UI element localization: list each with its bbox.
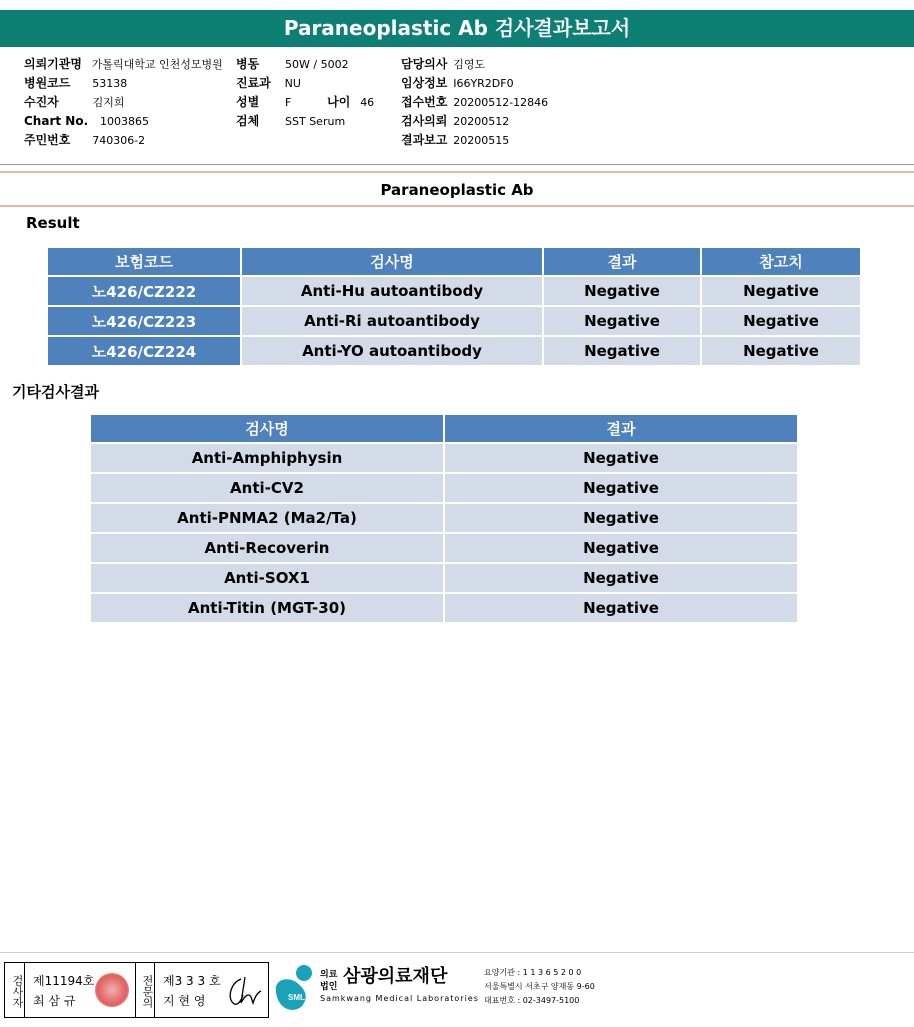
age-label: 나이 xyxy=(327,95,351,109)
table-row xyxy=(91,534,797,562)
test-result: Negative xyxy=(445,564,797,592)
reference-value: Negative xyxy=(702,277,860,305)
table-row xyxy=(48,337,860,365)
org-name: 삼광의료재단 xyxy=(343,966,448,987)
doctor-value: 김영도 xyxy=(453,58,486,71)
patient-label: 수진자 xyxy=(24,95,59,109)
divider xyxy=(0,164,914,165)
result-heading: Result xyxy=(26,214,80,232)
info-col-2 xyxy=(236,55,374,131)
specimen-label: 검체 xyxy=(236,114,260,128)
request-value: 20200512 xyxy=(453,115,510,128)
report-date-value: 20200515 xyxy=(453,134,510,147)
official-seal xyxy=(95,973,129,1007)
table-row xyxy=(91,564,797,592)
chart-label: Chart No. xyxy=(24,114,89,128)
test-name: Anti-PNMA2 (Ma2/Ta) xyxy=(91,504,443,532)
request-label: 검사의뢰 xyxy=(401,114,448,128)
test-name: Anti-Titin (MGT-30) xyxy=(91,594,443,622)
receipt-label: 접수번호 xyxy=(401,95,448,109)
sex-value: F xyxy=(285,96,292,109)
test-result: Negative xyxy=(445,504,797,532)
accent-divider xyxy=(0,205,914,207)
chart-value: 1003865 xyxy=(99,115,149,128)
signature-box xyxy=(4,962,269,1018)
org-prefix-top: 의료 xyxy=(320,970,338,980)
column-header: 결과 xyxy=(445,415,797,442)
test-result: Negative xyxy=(544,337,700,365)
table-row xyxy=(91,594,797,622)
sex-label: 성별 xyxy=(236,95,260,109)
clinical-value: I66YR2DF0 xyxy=(453,77,514,90)
other-results-heading: 기타검사결과 xyxy=(12,383,99,401)
insurance-code: 노426/CZ223 xyxy=(48,307,240,335)
test-result: Negative xyxy=(544,307,700,335)
reference-value: Negative xyxy=(702,307,860,335)
resident-value: 740306-2 xyxy=(92,134,146,147)
column-header: 결과 xyxy=(544,248,700,275)
dept-value: NU xyxy=(284,77,301,90)
column-header: 검사명 xyxy=(91,415,443,442)
hospital-code-value: 53138 xyxy=(92,77,128,90)
hospital-code-label: 병원코드 xyxy=(24,76,71,90)
other-results-table xyxy=(89,413,799,624)
insurance-code: 노426/CZ222 xyxy=(48,277,240,305)
table-row xyxy=(48,307,860,335)
test-name: Anti-Recoverin xyxy=(91,534,443,562)
receipt-value: 20200512-12846 xyxy=(453,96,549,109)
sml-logo-icon xyxy=(270,962,316,1014)
test-name: Anti-YO autoantibody xyxy=(242,337,542,365)
table-row xyxy=(48,277,860,305)
signature-mark xyxy=(223,973,263,1009)
test-result: Negative xyxy=(445,534,797,562)
column-header: 보험코드 xyxy=(48,248,240,275)
test-name: Anti-Amphiphysin xyxy=(91,444,443,472)
table-row xyxy=(91,444,797,472)
inspector-license: 제11194호 xyxy=(33,974,95,988)
ward-value: 50W / 5002 xyxy=(285,58,349,71)
footer-divider xyxy=(0,952,914,953)
ward-label: 병동 xyxy=(236,57,260,71)
doctor-label: 담당의사 xyxy=(401,57,448,71)
reference-value: Negative xyxy=(702,337,860,365)
logo-text: SML xyxy=(288,993,305,1002)
info-col-1 xyxy=(24,55,223,150)
report-title: Paraneoplastic Ab 검사결과보고서 xyxy=(0,10,914,47)
table-row xyxy=(91,474,797,502)
section-title: Paraneoplastic Ab xyxy=(380,181,534,199)
resident-label: 주민번호 xyxy=(24,133,71,147)
column-header: 검사명 xyxy=(242,248,542,275)
specimen-value: SST Serum xyxy=(285,115,346,128)
institution-label: 의뢰기관명 xyxy=(24,57,82,71)
test-name: Anti-CV2 xyxy=(91,474,443,502)
result-table xyxy=(46,246,862,367)
org-address: 서울특별시 서초구 양재동 9-60 xyxy=(484,982,595,991)
test-name: Anti-SOX1 xyxy=(91,564,443,592)
org-english-name: Samkwang Medical Laboratories xyxy=(320,994,479,1003)
table-row xyxy=(91,504,797,532)
insurance-code: 노426/CZ224 xyxy=(48,337,240,365)
info-col-3 xyxy=(401,55,548,150)
report-date-label: 결과보고 xyxy=(401,133,448,147)
org-phone: 대표번호 : 02-3497-5100 xyxy=(484,996,580,1005)
specialist-vertical-label: 전문의 xyxy=(135,963,155,1017)
age-value: 46 xyxy=(360,96,375,109)
dept-label: 진료과 xyxy=(236,76,271,90)
patient-value: 김지희 xyxy=(92,96,125,109)
test-result: Negative xyxy=(544,277,700,305)
org-prefix-bottom: 법인 xyxy=(320,982,338,992)
specialist-name: 지 현 영 xyxy=(163,994,206,1008)
institution-value: 가톨릭대학교 인천성모병원 xyxy=(91,58,223,71)
test-name: Anti-Ri autoantibody xyxy=(242,307,542,335)
inspector-name: 최 삼 규 xyxy=(33,994,76,1008)
test-result: Negative xyxy=(445,594,797,622)
inspector-vertical-label: 검사자 xyxy=(5,963,25,1017)
column-header: 참고치 xyxy=(702,248,860,275)
specialist-license: 제3 3 3 호 xyxy=(163,974,221,988)
clinical-label: 임상정보 xyxy=(401,76,448,90)
test-name: Anti-Hu autoantibody xyxy=(242,277,542,305)
accent-divider xyxy=(0,171,914,173)
test-result: Negative xyxy=(445,444,797,472)
test-result: Negative xyxy=(445,474,797,502)
care-institution-number: 요양기관 : 1 1 3 6 5 2 0 0 xyxy=(484,968,582,977)
